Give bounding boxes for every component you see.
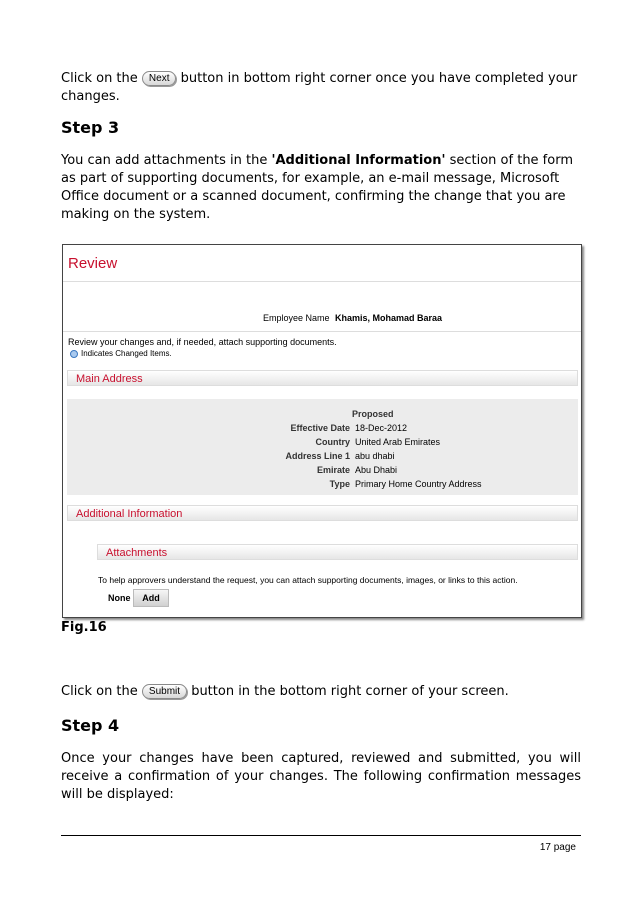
review-screenshot — [62, 244, 582, 618]
changed-items-legend — [70, 349, 172, 358]
text: You can add attachments in the — [61, 153, 272, 168]
employee-name-label: Employee Name — [263, 313, 330, 323]
bold-text: 'Additional Information' — [271, 153, 446, 168]
effective-date-value: 18-Dec-2012 — [355, 423, 408, 433]
submit-button-image: Submit — [142, 684, 187, 699]
main-address-section-header[interactable]: Main Address — [67, 370, 578, 386]
emirate-value: Abu Dhabi — [355, 465, 398, 475]
divider — [63, 331, 581, 332]
text: Indicates Changed Items. — [81, 349, 172, 358]
add-attachment-button[interactable]: Add — [133, 589, 169, 607]
emirate-label: Emirate — [316, 465, 350, 475]
step-4-heading: Step 4 — [61, 716, 120, 735]
paragraph-attachments — [61, 152, 581, 224]
address-line-1-label: Address Line 1 — [285, 451, 350, 461]
paragraph-submit — [61, 683, 581, 701]
text: button in the bottom right corner of your screen. — [191, 684, 509, 699]
type-value: Primary Home Country Address — [355, 479, 482, 489]
page-number: 17 page — [539, 842, 576, 853]
review-instructions: Review your changes and, if needed, attach supporting documents. — [68, 337, 337, 347]
figure-caption: Fig.16 — [61, 620, 107, 635]
address-line-1-value: abu dhabi — [355, 451, 395, 461]
country-label: Country — [315, 437, 350, 447]
text: Click on the — [61, 71, 138, 86]
country-value: United Arab Emirates — [355, 437, 441, 447]
changed-item-icon — [70, 350, 78, 358]
proposed-header: Proposed — [352, 409, 394, 419]
attachments-section-header[interactable]: Attachments — [97, 544, 578, 560]
attachments-none: None — [108, 593, 131, 603]
paragraph-confirmation: Once your changes have been captured, reviewed and submitted, you will receive a confirmation of your changes. The following confirmation messages will be displayed: — [61, 751, 581, 802]
review-title: Review — [68, 255, 118, 272]
attachments-help-text: To help approvers understand the request, you can attach supporting documents, images, or links to this action. — [98, 575, 518, 585]
paragraph-next — [61, 70, 581, 106]
effective-date-label: Effective Date — [290, 423, 350, 433]
text: button in bottom right corner once you have completed your changes. — [61, 71, 578, 104]
next-button-image: Next — [142, 71, 177, 86]
text: section of the form as part of supporting documents, for example, an e-mail message, Microsoft Office document or a scanned document, confirming the change that you are making on the system. — [61, 153, 573, 222]
step-3-heading: Step 3 — [61, 118, 120, 137]
text: Click on the — [61, 684, 138, 699]
type-label: Type — [329, 479, 350, 489]
additional-information-section-header[interactable]: Additional Information — [67, 505, 578, 521]
divider — [63, 281, 581, 282]
footer-divider — [61, 835, 581, 836]
employee-name-value: Khamis, Mohamad Baraa — [335, 313, 443, 323]
